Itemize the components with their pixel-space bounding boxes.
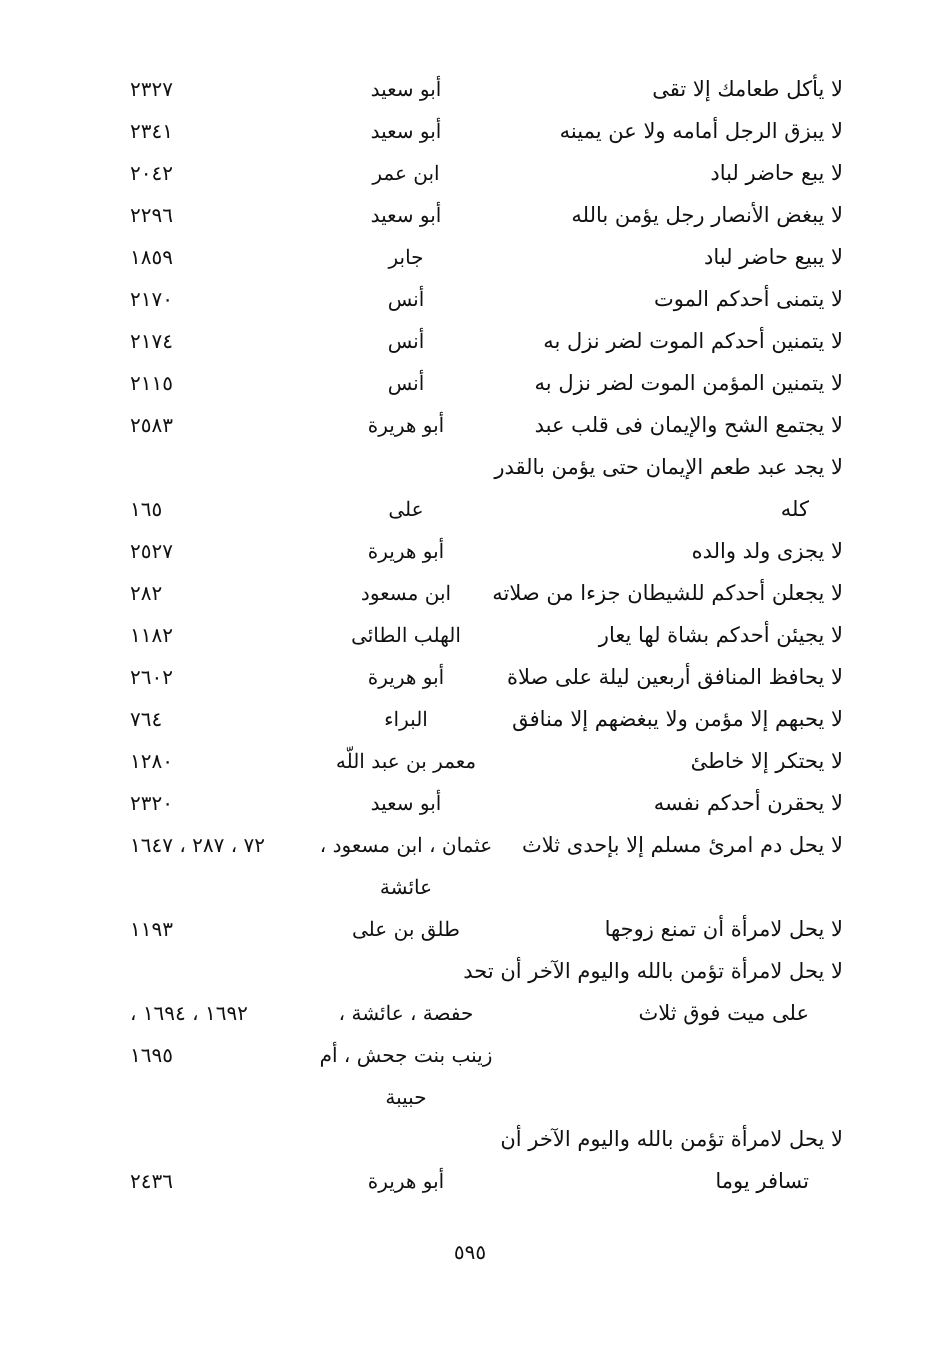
narrator-name: أبو سعيد: [370, 119, 442, 143]
hadith-text: لا يبغض الأنصار رجل يؤمن بالله: [571, 203, 843, 227]
narrator-name: [300, 1118, 512, 1160]
index-row: [0, 278, 941, 320]
hadith-number: ٢١٧٤: [130, 329, 173, 353]
hadith-text: على ميت فوق ثلاث: [638, 1001, 809, 1025]
index-row: [0, 1160, 941, 1202]
hadith-text: لا يتمنين المؤمن الموت لضر نزل به: [534, 371, 843, 395]
narrator-name: حفصة ، عائشة ،: [338, 1001, 474, 1025]
hadith-number: ١٦٥: [130, 497, 163, 521]
hadith-number: ٧٦٤: [130, 707, 163, 731]
hadith-text: لا يحقرن أحدكم نفسه: [653, 791, 843, 815]
narrator-name: طلق بن على: [352, 917, 460, 941]
hadith-text: لا يحل دم امرئ مسلم إلا بإحدى ثلاث: [521, 833, 843, 857]
hadith-text: لا يبزق الرجل أمامه ولا عن يمينه: [559, 119, 843, 143]
narrator-name: على: [388, 497, 424, 521]
index-row: [0, 992, 941, 1034]
narrator-name: عثمان ، ابن مسعود ،: [319, 833, 493, 857]
hadith-number: ١٦٩٢ ، ١٦٩٤ ،: [130, 1001, 248, 1025]
hadith-number: ٢١٧٠: [130, 287, 173, 311]
hadith-text: لا يحل لامرأة أن تمنع زوجها: [604, 917, 843, 941]
hadith-number: ٢٣٢٠: [130, 791, 173, 815]
hadith-number: [130, 866, 300, 908]
index-row: [0, 446, 941, 488]
hadith-index-list: [0, 68, 941, 1202]
hadith-number: ٢٢٩٦: [130, 203, 173, 227]
index-row: [0, 614, 941, 656]
hadith-text: لا يجتمع الشح والإيمان فى قلب عبد: [534, 413, 843, 437]
narrator-name: أبو هريرة: [367, 539, 445, 563]
narrator-name: أنس: [387, 371, 425, 395]
narrator-name: ابن مسعود: [360, 581, 452, 605]
hadith-number: [130, 1076, 300, 1118]
hadith-text: لا يجيئن أحدكم بشاة لها يعار: [598, 623, 843, 647]
index-row: [0, 824, 941, 866]
hadith-number: ١٨٥٩: [130, 245, 173, 269]
narrator-name: [300, 950, 512, 992]
narrator-name: أبو سعيد: [370, 791, 442, 815]
hadith-number: ٢٦٠٢: [130, 665, 173, 689]
narrator-name: أنس: [387, 287, 425, 311]
hadith-number: ٢٥٢٧: [130, 539, 173, 563]
hadith-text: لا يتمنين أحدكم الموت لضر نزل به: [543, 329, 843, 353]
hadith-text: لا يحبهم إلا مؤمن ولا يبغضهم إلا منافق: [512, 707, 843, 731]
hadith-text: لا يجعلن أحدكم للشيطان جزءا من صلاته: [492, 581, 843, 605]
hadith-number: [130, 1118, 300, 1160]
hadith-number: ٢٣٢٧: [130, 77, 173, 101]
narrator-name: الهلب الطائى: [351, 623, 461, 647]
index-row: [0, 908, 941, 950]
narrator-name: معمر بن عبد اللّه: [335, 749, 477, 773]
index-row: [0, 404, 941, 446]
hadith-number: ٢٣٤١: [130, 119, 173, 143]
index-row: [0, 656, 941, 698]
hadith-text: تسافر يوما: [715, 1169, 809, 1193]
hadith-text: لا يبع حاضر لباد: [710, 161, 843, 185]
index-row: [0, 236, 941, 278]
index-row: [0, 530, 941, 572]
narrator-name: أنس: [387, 329, 425, 353]
index-row: [0, 320, 941, 362]
hadith-text: لا يبيع حاضر لباد: [704, 245, 843, 269]
narrator-name: أبو سعيد: [370, 203, 442, 227]
hadith-number: ٢٨٢: [130, 581, 163, 605]
narrator-name: البراء: [384, 707, 428, 731]
index-row: [0, 1034, 941, 1076]
hadith-number: ١١٩٣: [130, 917, 173, 941]
hadith-text: كله: [780, 497, 809, 521]
index-row: [0, 194, 941, 236]
page-number: ٥٩٥: [453, 1240, 487, 1264]
hadith-number: ٢٤٣٦: [130, 1169, 173, 1193]
hadith-number: ٢١١٥: [130, 371, 173, 395]
index-row: [0, 572, 941, 614]
index-row: [0, 110, 941, 152]
narrator-name: عائشة: [379, 875, 433, 899]
hadith-number: ٢٥٨٣: [130, 413, 173, 437]
narrator-name: جابر: [388, 245, 424, 269]
index-row: [0, 362, 941, 404]
hadith-number: [130, 446, 300, 488]
narrator-name: حبيبة: [385, 1085, 427, 1109]
hadith-number: ١٦٩٥: [130, 1043, 173, 1067]
hadith-text: لا يجد عبد طعم الإيمان حتى يؤمن بالقدر: [494, 455, 843, 479]
index-row: [0, 950, 941, 992]
hadith-number: ٢٠٤٢: [130, 161, 173, 185]
index-row: [0, 152, 941, 194]
index-row: [0, 1076, 941, 1118]
index-row: [0, 698, 941, 740]
narrator-name: أبو هريرة: [367, 413, 445, 437]
index-row: [0, 866, 941, 908]
hadith-text: لا يحتكر إلا خاطئ: [690, 749, 843, 773]
hadith-text: لا يحل لامرأة تؤمن بالله واليوم الآخر أن: [500, 1127, 843, 1151]
hadith-number: ١١٨٢: [130, 623, 173, 647]
index-row: [0, 1118, 941, 1160]
narrator-name: أبو هريرة: [367, 1169, 445, 1193]
narrator-name: أبو سعيد: [370, 77, 442, 101]
narrator-name: [300, 446, 512, 488]
hadith-text: لا يجزى ولد والده: [691, 539, 843, 563]
hadith-text: لا يأكل طعامك إلا تقى: [652, 77, 843, 101]
narrator-name: ابن عمر: [372, 161, 440, 185]
hadith-number: ١٢٨٠: [130, 749, 173, 773]
index-row: [0, 488, 941, 530]
hadith-text: لا يتمنى أحدكم الموت: [654, 287, 843, 311]
hadith-number: ٧٢ ، ٢٨٧ ، ١٦٤٧: [130, 833, 266, 857]
index-row: [0, 782, 941, 824]
hadith-number: [130, 950, 300, 992]
hadith-text: لا يحل لامرأة تؤمن بالله واليوم الآخر أن تحد: [463, 959, 843, 983]
index-row: [0, 740, 941, 782]
narrator-name: زينب بنت جحش ، أم: [319, 1043, 493, 1067]
index-row: [0, 68, 941, 110]
hadith-text: لا يحافظ المنافق أربعين ليلة على صلاة: [506, 665, 843, 689]
narrator-name: أبو هريرة: [367, 665, 445, 689]
